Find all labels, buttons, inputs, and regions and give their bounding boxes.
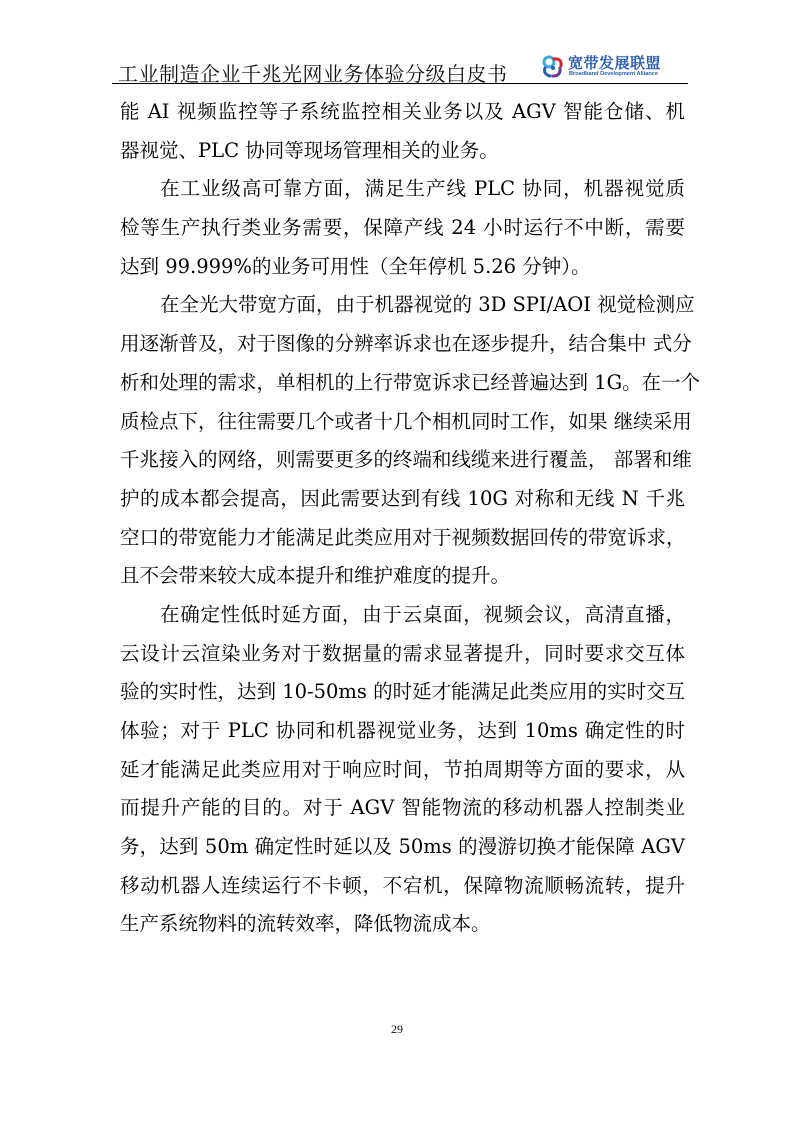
paragraph [120,93,685,170]
text-line: 移动机器人连续运行不卡顿，不宕机，保障物流顺畅流转，提升 [120,873,685,897]
text-line: 质检点下，往往需要几个或者十几个相机同时工作，如果 继续采用 [120,409,692,433]
text-line: 在工业级高可靠方面，满足生产线 PLC 协同，机器视觉质 [160,177,685,201]
text-line: 验的实时性，达到 10-50ms 的时延才能满足此类应用的实时交互 [120,680,686,704]
text-line: 体验；对于 PLC 协同和机器视觉业务，达到 10ms 确定性的时 [120,719,685,742]
text-line: 生产系统物料的流转效率，降低物流成本。 [120,912,491,936]
text-line: 务，达到 50m 确定性时延以及 50ms 的漫游切换才能保障 AGV [120,835,685,859]
text-line: 在确定性低时延方面，由于云桌面，视频会议，高清直播， [160,602,685,626]
text-line: 检等生产执行类业务需要，保障产线 24 小时运行不中断，需要 [120,216,685,240]
text-line: 千兆接入的网络，则需要更多的终端和线缆来进行覆盖， 部署和维 [120,448,692,472]
logo-name-en: Broadband Development Alliance [569,71,658,77]
text-line: 空口的带宽能力才能满足此类应用对于视频数据回传的带宽诉求， [120,525,686,549]
text-line: 用逐渐普及，对于图像的分辨率诉求也在逐步提升，结合集中 式分 [120,332,692,356]
paragraph [120,286,701,596]
text-line: 且不会带来较大成本提升和维护难度的提升。 [120,564,511,588]
broadband-alliance-logo-icon [540,54,566,80]
body-text [120,93,701,944]
text-line: 器视觉、PLC 协同等现场管理相关的业务。 [120,138,499,162]
logo-name-cn: 宽带发展联盟 [568,54,662,72]
text-line: 护的成本都会提高，因此需要达到有线 10G 对称和无线 N 千兆 [120,486,685,510]
text-line: 析和处理的需求，单相机的上行带宽诉求已经普遍达到 1G。在一个 [120,370,701,394]
text-line: 而提升产能的目的。对于 AGV 智能物流的移动机器人控制类业 [120,796,685,820]
document-title: 工业制造企业千兆光网业务体验分级白皮书 [118,62,508,86]
page-header [112,52,688,86]
alliance-logo [540,52,680,82]
page-number: 29 [391,1022,403,1036]
paragraph [120,170,685,286]
text-line: 达到 99.999%的业务可用性（全年停机 5.26 分钟）。 [120,254,591,278]
text-line: 在全光大带宽方面，由于机器视觉的 3D SPI/AOI 视觉检测应 [160,293,695,317]
text-line: 云设计云渲染业务对于数据量的需求显著提升，同时要求交互体 [120,641,685,665]
text-line: 能 AI 视频监控等子系统监控相关业务以及 AGV 智能仓储、机 [120,100,685,123]
header-divider [112,83,688,84]
text-line: 延才能满足此类应用对于响应时间，节拍周期等方面的要求，从 [120,757,685,781]
paragraph [120,596,685,944]
